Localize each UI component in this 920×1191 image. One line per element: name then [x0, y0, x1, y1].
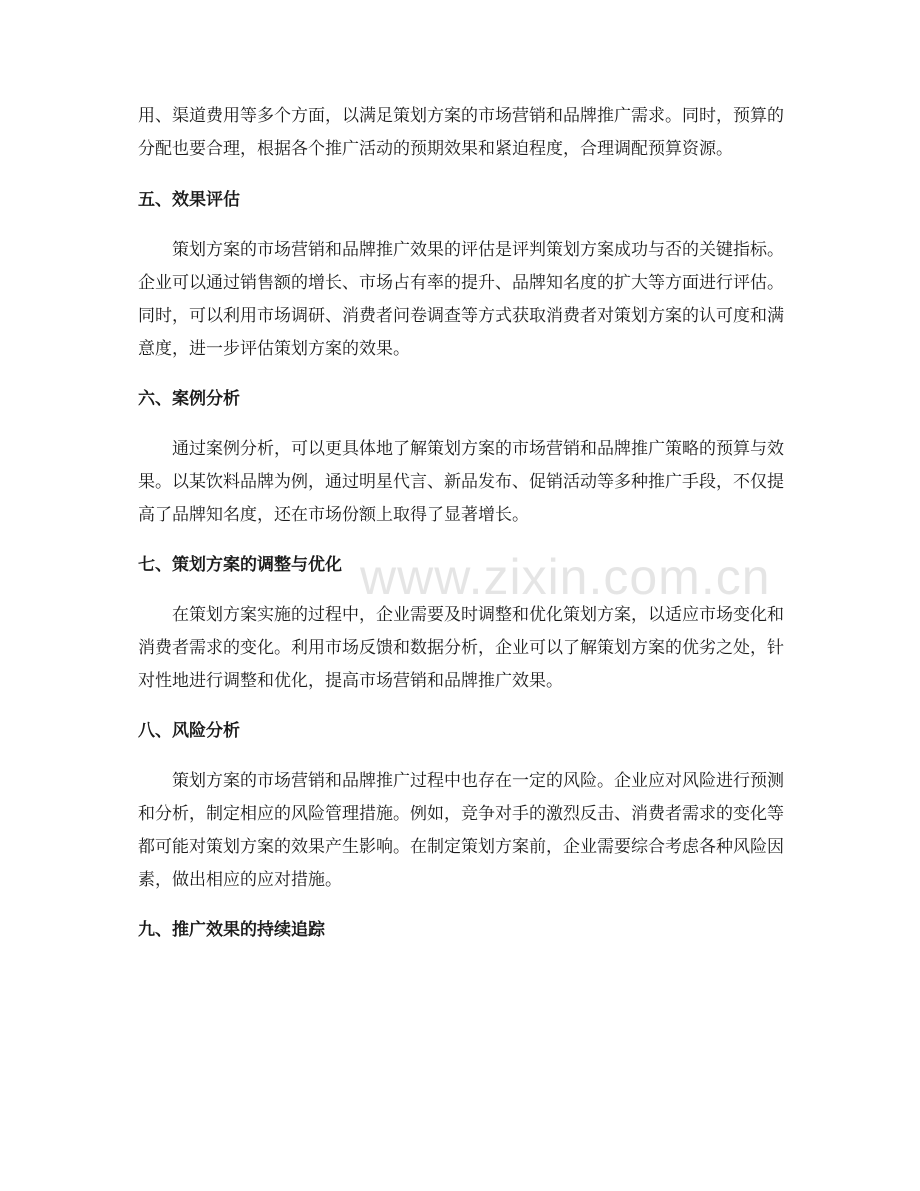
- section-case-analysis: [138, 383, 784, 532]
- section-continuous-tracking: [138, 914, 784, 947]
- section-adjustment-optimization: [138, 549, 784, 698]
- lead-paragraph: 用、渠道费用等多个方面，以满足策划方案的市场营销和品牌推广需求。同时，预算的分配也要合理，根据各个推广活动的预期效果和紧迫程度，合理调配预算资源。: [138, 106, 784, 159]
- section-body: 在策划方案实施的过程中，企业需要及时调整和优化策划方案，以适应市场变化和消费者需求的变化。利用市场反馈和数据分析，企业可以了解策划方案的优劣之处，针对性地进行调整和优化，提高市场营销和品牌推广效果。: [138, 605, 784, 691]
- section-body: 策划方案的市场营销和品牌推广效果的评估是评判策划方案成功与否的关键指标。企业可以通过销售额的增长、市场占有率的提升、品牌知名度的扩大等方面进行评估。同时，可以利用市场调研、消费者问卷调查等方式获取消费者对策划方案的认可度和满意度，进一步评估策划方案的效果。: [138, 240, 784, 359]
- section-risk-analysis: [138, 715, 784, 897]
- section-body: 通过案例分析，可以更具体地了解策划方案的市场营销和品牌推广策略的预算与效果。以某饮料品牌为例，通过明星代言、新品发布、促销活动等多种推广手段，不仅提高了品牌知名度，还在市场份额上取得了显著增长。: [138, 439, 784, 525]
- section-heading: 六、案例分析: [138, 389, 240, 409]
- section-heading: 八、风险分析: [138, 721, 240, 741]
- document-content: [138, 100, 784, 964]
- section-heading: 七、策划方案的调整与优化: [138, 555, 342, 575]
- section-effect-evaluation: [138, 184, 784, 366]
- section-heading: 五、效果评估: [138, 190, 240, 210]
- watermark-text: www.zixin.com.cn: [360, 549, 771, 605]
- section-body: 策划方案的市场营销和品牌推广过程中也存在一定的风险。企业应对风险进行预测和分析，制定相应的风险管理措施。例如，竞争对手的激烈反击、消费者需求的变化等都可能对策划方案的效果产生影响。在制定策划方案前，企业需要综合考虑各种风险因素，做出相应的应对措施。: [138, 771, 784, 890]
- section-heading: 九、推广效果的持续追踪: [138, 920, 325, 940]
